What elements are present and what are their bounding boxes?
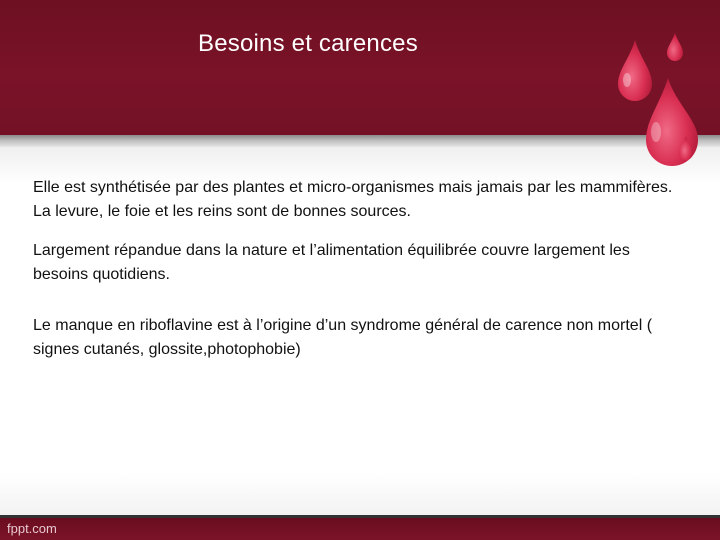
blood-drops-icon <box>610 28 710 178</box>
slide-footer <box>0 518 720 540</box>
slide-content <box>33 176 683 377</box>
paragraph-distribution: Largement répandue dans la nature et l’alimentation équilibrée couvre largement les besoins quotidiens. <box>33 242 630 283</box>
slide-title: Besoins et carences <box>198 30 418 57</box>
paragraph-deficiency: Le manque en riboflavine est à l’origine d’un syndrome général de carence non mortel ( signes cutanés, glossite,photophobie) <box>33 317 653 358</box>
paragraph-sources: Elle est synthétisée par des plantes et micro-organismes mais jamais par les mammifères. La levure, le foie et les reins sont de bonnes sources. <box>33 179 673 220</box>
footer-brand: fppt.com <box>7 521 57 536</box>
